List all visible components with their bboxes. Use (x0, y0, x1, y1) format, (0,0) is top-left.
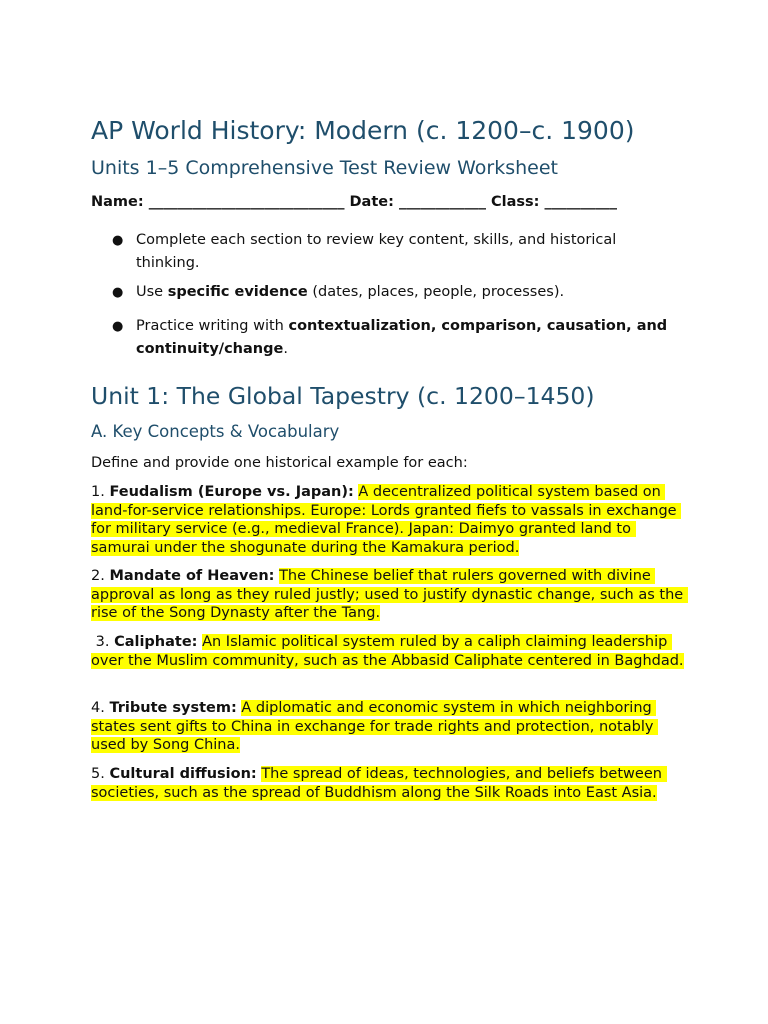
document-subtitle: Units 1–5 Comprehensive Test Review Worksheet (91, 157, 558, 179)
bullet-text (136, 284, 564, 300)
bullet-text-segment: Complete each section to review key content, skills, and historical thinking. (136, 232, 617, 271)
instructions-text: Define and provide one historical example for each: (91, 455, 468, 471)
answer-highlight: An Islamic political system ruled by a caliph claiming leadership over the Muslim community, such as the Abbasid Caliphate centered in Baghdad. (91, 634, 684, 669)
term-label: Caliphate: (114, 634, 198, 650)
item-number: 5. (91, 766, 105, 782)
bullet-icon: ● (112, 285, 124, 300)
bullet-text-segment: (dates, places, people, processes). (307, 284, 565, 300)
document-title: AP World History: Modern (c. 1200–c. 1900) (91, 116, 635, 145)
definition-item (91, 699, 691, 755)
item-number: 2. (91, 568, 105, 584)
item-number: 3. (91, 634, 110, 650)
term-label: Cultural diffusion: (109, 766, 257, 782)
term-label: Mandate of Heaven: (109, 568, 275, 584)
answer-highlight: The Chinese belief that rulers governed with divine approval as long as they ruled justly; used to justify dynastic change, such as the rise of the Song Dynasty after the Tang. (91, 568, 688, 621)
bullet-text (136, 232, 616, 271)
bullet-icon: ● (112, 319, 124, 334)
unit-heading: Unit 1: The Global Tapestry (c. 1200–1450) (91, 382, 595, 410)
answer-highlight: A diplomatic and economic system in which neighboring states sent gifts to China in exchange for trade rights and protection, notably used by Song China. (91, 700, 659, 753)
definition-item (91, 765, 691, 802)
answer-highlight: A decentralized political system based on land-for-service relationships. Europe: Lords granted fiefs to vassals in exchange for military service (e.g., medieval France). Japan: Daimyo granted land to samurai under the shogunate during the Kamakura period. (91, 484, 682, 556)
section-heading: A. Key Concepts & Vocabulary (91, 422, 340, 441)
bullet-text-segment: . (283, 341, 288, 357)
answer-highlight: The spread of ideas, technologies, and beliefs between societies, such as the spread of Buddhism along the Silk Roads into East Asia. (91, 766, 667, 801)
item-number: 4. (91, 700, 105, 716)
list-item (112, 229, 671, 275)
list-item (112, 315, 671, 361)
bullet-emphasis: specific evidence (167, 284, 308, 300)
bullet-text (136, 318, 667, 357)
definition-item (91, 483, 691, 557)
bullet-text-segment: Practice writing with (136, 318, 289, 334)
term-label: Tribute system: (109, 700, 237, 716)
bullet-text-segment: Use (136, 284, 168, 300)
definition-item (91, 633, 691, 670)
bullet-icon: ● (112, 233, 124, 248)
list-item (112, 281, 671, 304)
definition-item (91, 567, 691, 623)
name-date-class-line: Name: ___________________________ Date: ____________ Class: __________ (91, 194, 617, 210)
term-label: Feudalism (Europe vs. Japan): (109, 484, 354, 500)
item-number: 1. (91, 484, 105, 500)
bullet-emphasis: contextualization, comparison, causation, and continuity/change (136, 318, 668, 357)
